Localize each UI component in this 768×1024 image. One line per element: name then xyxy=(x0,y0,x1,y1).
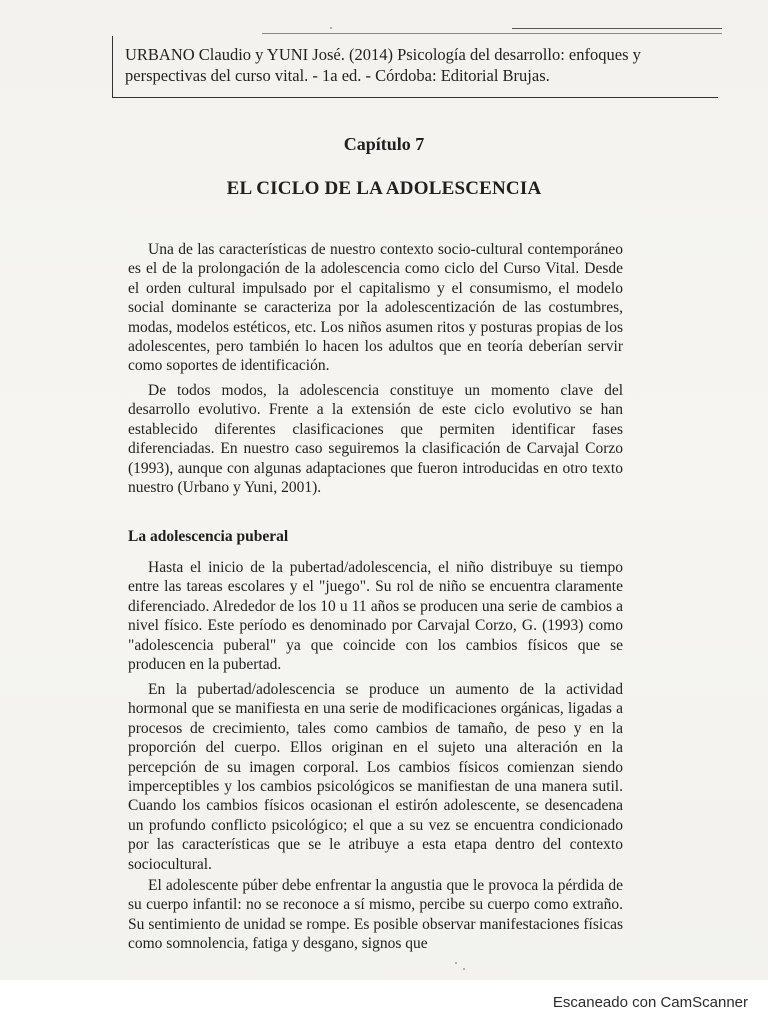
scanner-watermark: Escaneado con CamScanner xyxy=(552,994,748,1011)
chapter-number: Capítulo 7 xyxy=(343,134,425,154)
header-rule-upper xyxy=(512,28,722,29)
citation-text: URBANO Claudio y YUNI José. (2014) Psicología del desarrollo: enfoques y perspectivas del curso vital. - 1a ed. - Córdoba: Editorial Brujas. xyxy=(125,45,641,85)
scan-speck xyxy=(330,27,332,29)
header-rule-lines xyxy=(112,24,722,36)
paragraph-body-loss: El adolescente púber debe enfrentar la angustia que le provoca la pérdida de su cuerpo infantil: no se reconoce a sí mismo, percibe su cuerpo como extraño. Su sentimiento de unidad se rompe. Es posible observar manifestaciones físicas como somnolencia, fatiga y desgano, signos que xyxy=(128,877,623,953)
scan-speck xyxy=(455,962,457,964)
paragraph-pubertal-onset: Hasta el inicio de la pubertad/adolescencia, el niño distribuye su tiempo entre las tareas escolares y el "juego". Su rol de niño se encuentra claramente diferenciado. Alrededor de los 10 u 11 años se producen una serie de cambios a nivel físico. Este período es denominado por Carvajal Corzo, G. (1993) como "adolescencia puberal" ya que coincide con los cambios físicos que se producen en la pubertad. xyxy=(128,559,623,674)
paragraph-hormonal-changes: En la pubertad/adolescencia se produce un aumento de la actividad hormonal que se manifiesta en una serie de modificaciones orgánicas, ligadas a procesos de crecimiento, tales como cambios de tamaño, de peso y en la proporción del cuerpo. Ellos originan en el sujeto una alteración en la percepción de su imagen corporal. Los cambios físicos comienzan siendo imperceptibles y los cambios psicológicos se manifiestan de una manera sutil. Cuando los cambios físicos ocasionan el estirón adolescente, se desencadena un profundo conflicto psicológico; el que a su vez se encuentra condicionado por las características que se le atribuye a esta etapa dentro del contexto sociocultural. xyxy=(128,681,623,873)
header-rule-lower xyxy=(262,33,722,34)
section-heading: La adolescencia puberal xyxy=(128,528,289,545)
citation-box xyxy=(112,36,718,98)
paragraph-classification: De todos modos, la adolescencia constituye un momento clave del desarrollo evolutivo. Frente a la extensión de este ciclo evolutivo se han establecido diferentes clasificaciones que permiten identificar fases diferenciadas. En nuestro caso seguiremos la clasificación de Carvajal Corzo (1993), aunque con algunas adaptaciones que fueron introducidas en otro texto nuestro (Urbano y Yuni, 2001). xyxy=(128,382,623,497)
scan-speck xyxy=(463,968,465,970)
paragraph-intro: Una de las características de nuestro contexto socio-cultural contemporáneo es el de la prolongación de la adolescencia como ciclo del Curso Vital. Desde el orden cultural impulsado por el capitalismo y el consumismo, el modelo social dominante se caracteriza por la adolescentización de las costumbres, modas, modelos estéticos, etc. Los niños asumen ritos y posturas propias de los adolescentes, pero también lo hacen los adultos que en teoría deberían servir como soportes de identificación. xyxy=(128,241,623,375)
chapter-title: EL CICLO DE LA ADOLESCENCIA xyxy=(226,178,542,199)
